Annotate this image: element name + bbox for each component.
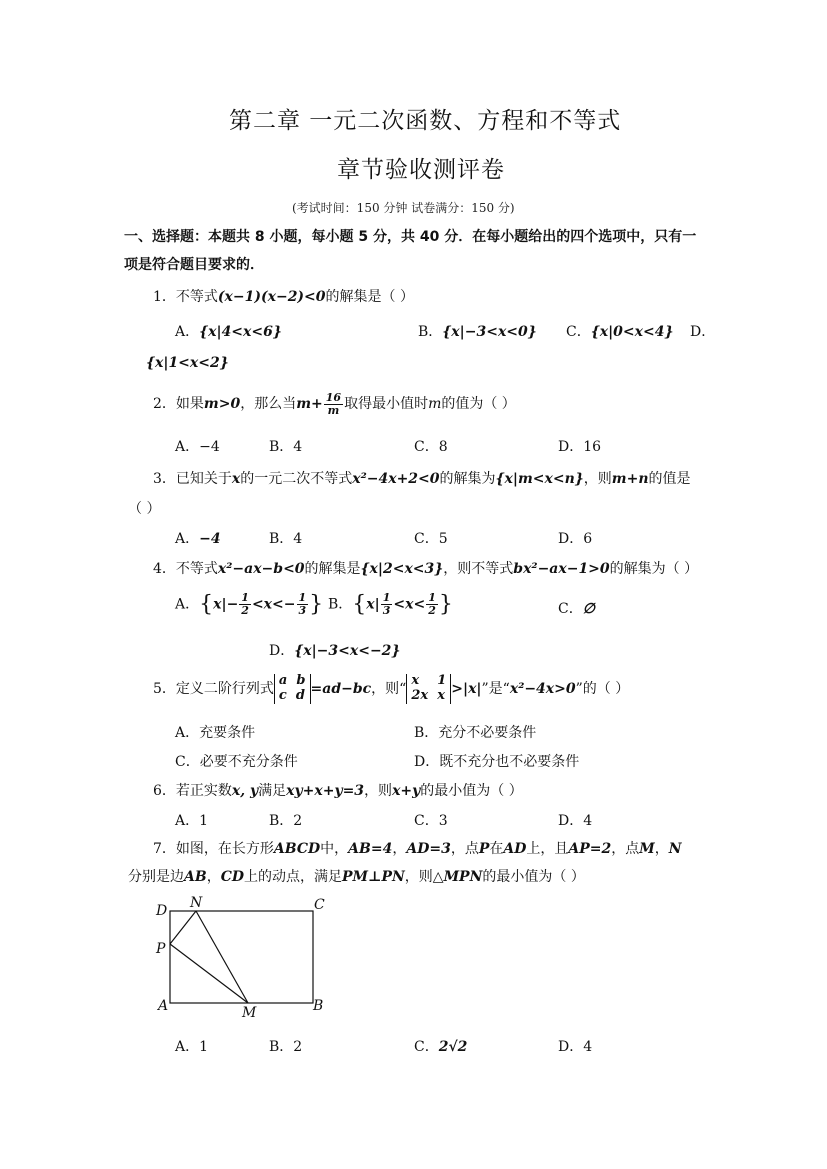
q2-option-a: A．−4 (175, 439, 220, 455)
q7-option-c: C．2√2 (414, 1039, 468, 1055)
question-7-line1: 7．如图，在长方形ABCD中，AB=4，AD=3，点P在AD上，且AP=2，点M，N (153, 841, 682, 857)
fig-label-d: D (156, 903, 168, 919)
q7-rectangle-figure (150, 893, 340, 1023)
rectangle-abcd (170, 911, 313, 1003)
q4-option-a: A．{x|− $\frac{1}{2}$ <x<− $\frac{1}{3}$ } (175, 591, 324, 617)
q6-option-a: A．1 (175, 813, 209, 829)
q5-option-c: C．必要不充分条件 (175, 754, 298, 770)
fig-label-n: N (190, 895, 203, 911)
q1-option-a-label: A． (175, 324, 200, 340)
fig-label-p: P (156, 941, 166, 957)
fig-label-c: C (314, 897, 325, 913)
q7-option-a: A．1 (175, 1039, 209, 1055)
segment-nm (196, 911, 248, 1003)
segment-pn (170, 911, 196, 944)
q3-option-b: B．4 (269, 531, 303, 547)
q1-option-a (175, 321, 282, 341)
q1-option-c-label: C． (566, 324, 591, 340)
question-4: 4．不等式x²−ax−b<0的解集是{x|2<x<3}，则不等式bx²−ax−1>0的解集为（ ） (153, 561, 699, 577)
q3-option-a: A．−4 (175, 531, 221, 547)
q1-option-d-label: D． (690, 324, 716, 340)
q3-paren: （ ） (128, 501, 161, 517)
q1-text-a: 1．不等式 (153, 289, 218, 305)
q3-option-d: D．6 (558, 531, 593, 547)
q2-option-d: D．16 (558, 439, 602, 455)
q2-fraction: $\frac{16}{m}$ (325, 391, 342, 417)
q4-option-d: D．{x|−3<x<−2} (269, 643, 401, 659)
q6-option-d: D．4 (558, 813, 593, 829)
fig-label-m: M (242, 1005, 257, 1021)
q5-option-d: D．既不充分也不必要条件 (414, 754, 580, 770)
question-3: 3．已知关于x的一元二次不等式x²−4x+2<0的解集为{x|m<x<n}，则m+n的值是 (153, 471, 691, 487)
q1-expr: (x−1)(x−2)<0 (217, 289, 326, 305)
q5-determinant: x 1 2x x (406, 674, 451, 704)
q4-option-c: C．∅ (558, 601, 595, 617)
q1-option-d-value: {x|1<x<2} (146, 355, 229, 371)
q5-determinant-def: a b c d (274, 674, 311, 704)
q1-option-a-value: {x|4<x<6} (199, 324, 282, 340)
segment-pm (170, 944, 248, 1003)
section-heading-line1: 一、选择题：本题共 8 小题，每小题 5 分，共 40 分．在每小题给出的四个选项中，只有一 (124, 229, 697, 245)
q4-option-b: B．{x| $\frac{1}{3}$ <x< $\frac{1}{2}$ } (328, 591, 453, 617)
q7-option-b: B．2 (269, 1039, 303, 1055)
question-5: 5．定义二阶行列式 a b c d =ad−bc，则“ x 1 2x x >|x|”是“x²−4x>0”的（ ） (153, 673, 630, 703)
q5-option-b: B．充分不必要条件 (414, 725, 537, 741)
q7-option-d: D．4 (558, 1039, 593, 1055)
page-subtitle: 章节验收测评卷 (337, 157, 505, 183)
q5-option-a: A．充要条件 (175, 725, 256, 741)
question-6: 6．若正实数x, y满足xy+x+y=3，则x+y的最小值为（ ） (153, 783, 523, 799)
exam-info: (考试时间：150 分钟 试卷满分：150 分) (292, 201, 515, 215)
q1-option-c-value: {x|0<x<4} (590, 324, 674, 340)
fig-label-a: A (158, 998, 169, 1014)
q1-option-b-value: {x|−3<x<0} (442, 324, 537, 340)
q3-option-c: C．5 (414, 531, 448, 547)
question-7-line2: 分别是边AB，CD上的动点，满足PM⊥PN，则△MPN的最小值为（ ） (128, 869, 585, 885)
q2-option-b: B．4 (269, 439, 303, 455)
question-2: 2．如果m>0，那么当m+ $\frac{16}{m}$ 取得最小值时m的值为（ ） (153, 391, 516, 417)
q1-option-c (566, 321, 673, 341)
fig-label-b: B (313, 998, 324, 1014)
question-1 (153, 286, 414, 306)
q6-option-c: C．3 (414, 813, 448, 829)
q2-option-c: C．8 (414, 439, 448, 455)
q1-option-b-label: B． (418, 324, 443, 340)
q1-option-b (418, 321, 537, 341)
q6-option-b: B．2 (269, 813, 303, 829)
q1-text-b: 的解集是（ ） (325, 289, 414, 305)
section-heading-line2: 项是符合题目要求的． (124, 257, 264, 273)
page-title: 第二章 一元二次函数、方程和不等式 (229, 108, 622, 134)
